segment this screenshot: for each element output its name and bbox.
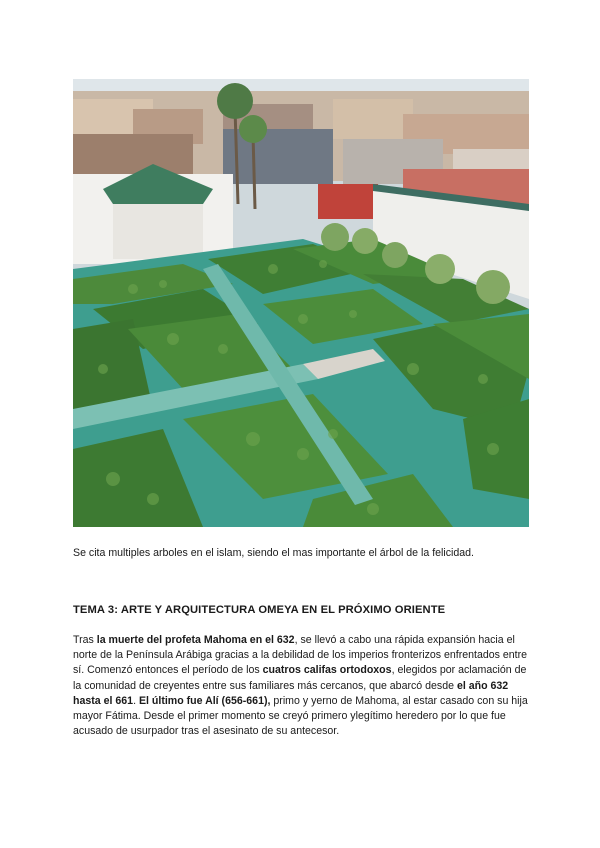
para-text-3: , elegidos por aclamación de la comunidad de creyentes entre sus familiares más cercanos, que abarcó desde [73, 664, 527, 692]
para-text-1: Tras [73, 634, 97, 646]
garden-photo [73, 79, 529, 527]
body-paragraph [73, 633, 533, 739]
para-bold-4: El último fue Alí (656-661), [138, 694, 271, 707]
garden-illustration [73, 79, 529, 527]
para-text-4: . [133, 694, 139, 707]
para-text-5: primo y yerno de Mahoma, al estar casado con su hija mayor Fátima. Desde el primer momento se creyó primero ylegítimo heredero por lo que fue acusado de usurpador tras el asesinato de su antecesor. [73, 694, 528, 738]
image-caption: Se cita multiples arboles en el islam, siendo el mas importante el árbol de la felicidad. [73, 547, 475, 559]
para-text-2: , se llevó a cabo una rápida expansión hacia el norte de la Península Arábiga gracias a la debilidad de los imperios fronterizos enfrentados entre sí. Comenzó entonces el período de los [73, 634, 528, 677]
para-bold-1: la muerte del profeta Mahoma en el 632 [96, 634, 295, 646]
section-heading: TEMA 3: ARTE Y ARQUITECTURA OMEYA EN EL PRÓXIMO ORIENTE [73, 604, 446, 616]
para-bold-2: cuatros califas ortodoxos [262, 664, 392, 677]
para-bold-3: el año 632 hasta el 661 [73, 679, 509, 707]
